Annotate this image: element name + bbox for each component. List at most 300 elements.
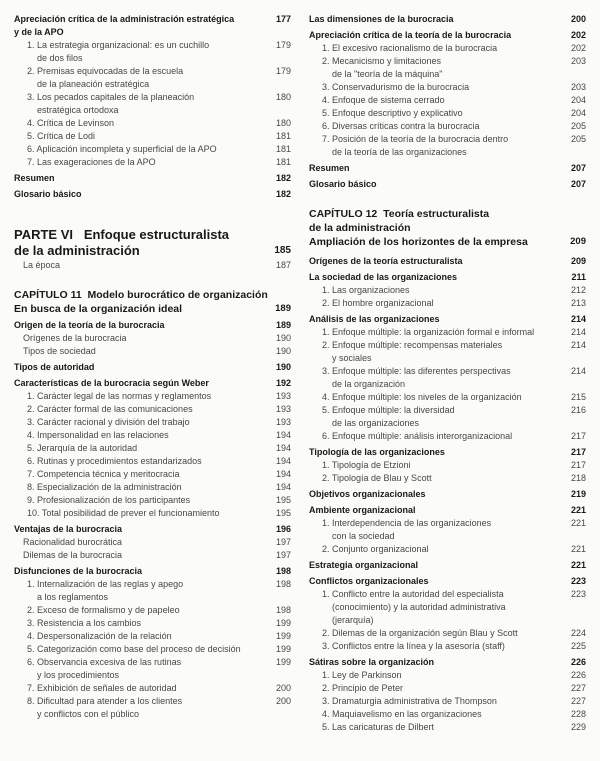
toc-entry-text [309, 29, 567, 42]
toc-page-number: 190 [275, 333, 291, 343]
toc-entry [309, 708, 586, 721]
toc-entry-text [309, 640, 567, 653]
toc-line: y los procedimientos [37, 670, 120, 680]
toc-page-number: 215 [570, 392, 586, 402]
toc-page-number: 187 [275, 260, 291, 270]
toc-line: 4. Impersonalidad en las relaciones [27, 430, 169, 440]
toc-entry-text [14, 549, 272, 562]
toc-page-number: 181 [275, 131, 291, 141]
toc-line: 2. Mecanicismo y limitaciones [322, 56, 442, 66]
toc-entry [309, 42, 586, 55]
toc-entry [14, 617, 291, 630]
toc-entry [309, 627, 586, 640]
toc-entry-text [14, 377, 272, 390]
toc-entry-text [14, 345, 272, 358]
toc-line: Glosario básico [14, 189, 82, 199]
toc-entry-text [14, 259, 272, 272]
toc-page-number: 192 [275, 378, 291, 388]
toc-page-number: 224 [570, 628, 586, 638]
toc-entry-text [309, 13, 567, 26]
toc-entry [14, 319, 291, 332]
toc-entry-text [14, 143, 272, 156]
toc-entry [14, 288, 291, 316]
toc-line: de la administración [14, 243, 140, 258]
toc-page-number: 189 [275, 320, 291, 330]
toc-line: 1. Conflicto entre la autoridad del especialista [322, 589, 504, 599]
toc-entry-text [14, 695, 272, 721]
toc-page-number: 209 [570, 256, 586, 266]
toc-entry-text [14, 288, 271, 316]
toc-entry-text [309, 133, 567, 159]
toc-page-number: 180 [275, 92, 291, 102]
toc-page-number: 194 [275, 482, 291, 492]
toc-page-number: 177 [275, 14, 291, 24]
toc-line: Estrategia organizacional [309, 560, 419, 570]
toc-entry [14, 403, 291, 416]
toc-page-number: 199 [275, 631, 291, 641]
toc-entry [14, 549, 291, 562]
toc-line: 3. Conservadurismo de la burocracia [322, 82, 470, 92]
toc-entry-text [14, 617, 272, 630]
toc-entry [14, 643, 291, 656]
toc-entry-text [14, 91, 272, 117]
toc-line: 3. Los pecados capitales de la planeación [27, 92, 195, 102]
toc-page-number: 195 [275, 508, 291, 518]
toc-entry-text [309, 472, 567, 485]
toc-entry-text [14, 332, 272, 345]
toc-page-number: 216 [570, 405, 586, 415]
toc-page-number: 227 [570, 696, 586, 706]
toc-line: PARTE VI Enfoque estructuralista [14, 227, 230, 242]
toc-entry [14, 390, 291, 403]
toc-line: La sociedad de las organizaciones [309, 272, 458, 282]
toc-entry [309, 430, 586, 443]
toc-page-number: 204 [570, 95, 586, 105]
toc-entry [309, 404, 586, 430]
toc-line: 3. Carácter racional y división del trabajo [27, 417, 190, 427]
toc-entry-text [309, 326, 567, 339]
toc-line: Racionalidad burocrática [23, 537, 123, 547]
toc-page-number: 203 [570, 82, 586, 92]
toc-entry [309, 559, 586, 572]
toc-entry-text [309, 459, 567, 472]
toc-entry [309, 13, 586, 26]
toc-line: 5. Jerarquía de la autoridad [27, 443, 138, 453]
toc-line: 1. La estrategia organizacional: es un cuchillo [27, 40, 210, 50]
toc-line: 6. Observancia excesiva de las rutinas [27, 657, 182, 667]
toc-page-number: 202 [570, 43, 586, 53]
toc-entry-text [309, 517, 567, 543]
toc-line: Tipos de sociedad [23, 346, 96, 356]
toc-entry-text [14, 494, 272, 507]
toc-page-number: 193 [275, 391, 291, 401]
toc-entry [309, 162, 586, 175]
toc-entry [14, 143, 291, 156]
toc-entry [309, 640, 586, 653]
toc-line: 4. Maquiavelismo en las organizaciones [322, 709, 482, 719]
toc-line: Las dimensiones de la burocracia [309, 14, 454, 24]
toc-entry [309, 29, 586, 42]
toc-line: 6. Rutinas y procedimientos estandarizados [27, 456, 202, 466]
toc-entry-text [14, 442, 272, 455]
toc-page-number: 209 [570, 236, 586, 247]
toc-line: 3. Conflictos entre la línea y la asesoría (staff) [322, 641, 505, 651]
toc-entry [14, 377, 291, 390]
toc-line: En busca de la organización ideal [14, 303, 183, 315]
toc-entry-text [14, 656, 272, 682]
toc-entry [309, 284, 586, 297]
toc-line: 8. Especialización de la administración [27, 482, 182, 492]
toc-line: Resumen [309, 163, 350, 173]
toc-line: Ampliación de los horizontes de la empresa [309, 236, 528, 248]
toc-entry-text [309, 559, 567, 572]
toc-entry [14, 13, 291, 39]
toc-line: de la administración [309, 222, 411, 234]
toc-page-number: 190 [275, 346, 291, 356]
toc-entry-text [309, 430, 567, 443]
toc-entry [14, 91, 291, 117]
toc-line: Glosario básico [309, 179, 377, 189]
toc-entry-text [14, 455, 272, 468]
toc-entry-text [14, 361, 272, 374]
toc-entry-text [309, 656, 567, 669]
toc-entry-text [309, 284, 567, 297]
toc-page-number: 223 [570, 576, 586, 586]
toc-page-number: 204 [570, 108, 586, 118]
toc-entry-text [309, 81, 567, 94]
toc-line: 9. Profesionalización de los participantes [27, 495, 191, 505]
toc-page-number: 195 [275, 495, 291, 505]
toc-column-left [14, 10, 291, 761]
toc-line: y conflictos con el público [37, 709, 140, 719]
toc-entry-text [14, 468, 272, 481]
toc-entry [14, 227, 291, 259]
toc-line: de dos filos [37, 53, 83, 63]
toc-entry [309, 178, 586, 191]
toc-page-number: 217 [570, 431, 586, 441]
toc-line: Características de la burocracia según Weber [14, 378, 209, 388]
toc-line: 8. Dificultad para atender a los clientes [27, 696, 183, 706]
toc-entry-text [14, 65, 272, 91]
toc-line: 4. Enfoque de sistema cerrado [322, 95, 445, 105]
toc-entry [14, 630, 291, 643]
toc-line: 5. Enfoque descriptivo y explicativo [322, 108, 463, 118]
toc-entry [14, 188, 291, 201]
toc-line: 10. Total posibilidad de prever el funcionamiento [27, 508, 220, 518]
toc-line: 4. Enfoque múltiple: los niveles de la organización [322, 392, 522, 402]
toc-entry [14, 682, 291, 695]
toc-entry-text [14, 188, 272, 201]
toc-entry-text [309, 404, 567, 430]
toc-entry [14, 259, 291, 272]
toc-page-number: 217 [570, 447, 586, 457]
toc-entry [309, 339, 586, 365]
toc-entry [14, 156, 291, 169]
toc-entry [14, 494, 291, 507]
toc-line: 5. Enfoque múltiple: la diversidad [322, 405, 455, 415]
toc-entry [309, 488, 586, 501]
toc-page-number: 214 [570, 366, 586, 376]
toc-page-number: 194 [275, 456, 291, 466]
toc-page-number: 182 [275, 173, 291, 183]
toc-line: 2. Enfoque múltiple: recompensas materiales [322, 340, 503, 350]
toc-page-number: 179 [275, 40, 291, 50]
toc-entry [309, 517, 586, 543]
toc-page-number: 194 [275, 443, 291, 453]
toc-page-number: 197 [275, 537, 291, 547]
toc-line: 7. Las exageraciones de la APO [27, 157, 156, 167]
toc-column-right [309, 10, 586, 761]
toc-line: 5. Las caricaturas de Dilbert [322, 722, 435, 732]
toc-page-number: 193 [275, 404, 291, 414]
toc-entry [309, 446, 586, 459]
toc-entry-text [14, 507, 272, 520]
toc-entry-text [14, 565, 272, 578]
toc-line: Conflictos organizacionales [309, 576, 429, 586]
toc-entry-text [309, 504, 567, 517]
toc-line: de la planeación estratégica [37, 79, 150, 89]
toc-line: Ventajas de la burocracia [14, 524, 123, 534]
toc-entry [14, 578, 291, 604]
toc-page-number: 198 [275, 566, 291, 576]
toc-line: 5. Categorización como base del proceso de decisión [27, 644, 241, 654]
toc-entry-text [309, 446, 567, 459]
toc-entry [14, 523, 291, 536]
toc-entry-text [309, 313, 567, 326]
toc-page-number: 198 [275, 579, 291, 589]
toc-entry-text [309, 94, 567, 107]
toc-entry [309, 504, 586, 517]
toc-entry [309, 656, 586, 669]
toc-line: 1. Internalización de las reglas y apego [27, 579, 184, 589]
toc-entry-text [14, 523, 272, 536]
toc-entry [309, 472, 586, 485]
toc-entry [14, 455, 291, 468]
toc-page-number: 198 [275, 605, 291, 615]
toc-line: 6. Diversas críticas contra la burocracia [322, 121, 480, 131]
toc-page-number: 199 [275, 657, 291, 667]
toc-page-number: 194 [275, 469, 291, 479]
toc-entry-text [14, 416, 272, 429]
toc-entry-text [309, 255, 567, 268]
toc-entry [309, 669, 586, 682]
toc-entry [309, 207, 586, 249]
toc-page-number: 185 [274, 245, 291, 256]
toc-entry [309, 81, 586, 94]
toc-entry-text [14, 536, 272, 549]
toc-entry [14, 442, 291, 455]
toc-line: de las organizaciones [332, 418, 420, 428]
toc-line: (jerarquía) [332, 615, 374, 625]
toc-line: Tipología de las organizaciones [309, 447, 445, 457]
toc-entry [309, 695, 586, 708]
toc-entry-text [14, 682, 272, 695]
toc-line: (conocimiento) y la autoridad administrativa [332, 602, 506, 612]
toc-page-number: 205 [570, 121, 586, 131]
toc-page-number: 202 [570, 30, 586, 40]
toc-page-number: 196 [275, 524, 291, 534]
toc-line: estratégica ortodoxa [37, 105, 119, 115]
toc-line: 1. Tipología de Etzioni [322, 460, 411, 470]
toc-line: 2. Tipología de Blau y Scott [322, 473, 432, 483]
toc-entry-text [14, 172, 272, 185]
toc-page-number: 181 [275, 157, 291, 167]
toc-entry [14, 117, 291, 130]
toc-entry-text [14, 227, 270, 259]
toc-entry-text [309, 207, 566, 249]
toc-entry [14, 65, 291, 91]
toc-line: 2. Principio de Peter [322, 683, 404, 693]
toc-line: 2. El hombre organizacional [322, 298, 434, 308]
toc-line: 1. Ley de Parkinson [322, 670, 402, 680]
toc-entry-text [14, 630, 272, 643]
toc-page-number: 194 [275, 430, 291, 440]
toc-line: con la sociedad [332, 531, 395, 541]
toc-page-number: 199 [275, 644, 291, 654]
toc-page-number: 219 [570, 489, 586, 499]
toc-entry [309, 575, 586, 588]
toc-entry-text [309, 391, 567, 404]
toc-page-number: 226 [570, 670, 586, 680]
toc-entry-text [309, 271, 567, 284]
toc-line: y sociales [332, 353, 372, 363]
toc-entry [309, 107, 586, 120]
toc-entry [309, 365, 586, 391]
toc-entry [309, 459, 586, 472]
toc-line: 7. Posición de la teoría de la burocracia dentro [322, 134, 509, 144]
toc-entry [14, 361, 291, 374]
toc-page-number: 203 [570, 56, 586, 66]
toc-entry [14, 416, 291, 429]
toc-line: 1. Carácter legal de las normas y reglamentos [27, 391, 212, 401]
toc-line: 2. Carácter formal de las comunicaciones [27, 404, 193, 414]
toc-page-number: 193 [275, 417, 291, 427]
toc-page-number: 229 [570, 722, 586, 732]
toc-page-number: 221 [570, 505, 586, 515]
toc-entry-text [14, 403, 272, 416]
toc-line: 4. Despersonalización de la relación [27, 631, 172, 641]
toc-line: 2. Dilemas de la organización según Blau y Scott [322, 628, 518, 638]
toc-entry-text [309, 42, 567, 55]
toc-entry-text [309, 55, 567, 81]
toc-line: a los reglamentos [37, 592, 109, 602]
toc-line: 2. Exceso de formalismo y de papeleo [27, 605, 180, 615]
toc-entry-text [309, 365, 567, 391]
toc-page-number: 218 [570, 473, 586, 483]
toc-entry-text [14, 578, 272, 604]
toc-entry-text [309, 721, 567, 734]
toc-entry-text [309, 627, 567, 640]
toc-line: 1. Enfoque múltiple: la organización formal e informal [322, 327, 535, 337]
toc-line: Origen de la teoría de la burocracia [14, 320, 165, 330]
toc-entry [14, 429, 291, 442]
toc-page-number: 181 [275, 144, 291, 154]
toc-line: Objetivos organizacionales [309, 489, 426, 499]
toc-entry-text [309, 120, 567, 133]
toc-line: Apreciación crítica de la teoría de la burocracia [309, 30, 512, 40]
toc-line: La época [23, 260, 61, 270]
toc-page-number: 189 [275, 303, 291, 314]
toc-entry [14, 656, 291, 682]
toc-line: 3. Resistencia a los cambios [27, 618, 142, 628]
toc-page-number: 212 [570, 285, 586, 295]
toc-entry-text [309, 107, 567, 120]
toc-entry-text [14, 39, 272, 65]
toc-entry-text [14, 117, 272, 130]
toc-page-number: 221 [570, 518, 586, 528]
toc-page-number: 227 [570, 683, 586, 693]
toc-page-number: 221 [570, 544, 586, 554]
toc-entry [14, 172, 291, 185]
toc-line: 6. Aplicación incompleta y superficial de la APO [27, 144, 217, 154]
toc-page-number: 200 [275, 683, 291, 693]
toc-entry [14, 345, 291, 358]
toc-entry-text [309, 588, 567, 627]
toc-line: Dilemas de la burocracia [23, 550, 123, 560]
toc-entry [309, 682, 586, 695]
toc-entry [309, 133, 586, 159]
toc-line: Resumen [14, 173, 55, 183]
toc-entry-text [309, 297, 567, 310]
toc-line: Orígenes de la burocracia [23, 333, 127, 343]
toc-entry [14, 536, 291, 549]
toc-entry [14, 468, 291, 481]
toc-entry [309, 391, 586, 404]
toc-entry-text [14, 429, 272, 442]
toc-entry [14, 565, 291, 578]
toc-entry-text [309, 488, 567, 501]
toc-entry-text [14, 643, 272, 656]
toc-entry-text [14, 390, 272, 403]
toc-page-number: 217 [570, 460, 586, 470]
toc-line: Análisis de las organizaciones [309, 314, 440, 324]
toc-line: y de la APO [14, 27, 64, 37]
toc-entry-text [309, 682, 567, 695]
toc-entry-text [14, 13, 272, 39]
toc-entry [14, 332, 291, 345]
toc-entry [309, 120, 586, 133]
toc-line: 3. Dramaturgia administrativa de Thompson [322, 696, 497, 706]
toc-entry-text [14, 319, 272, 332]
toc-page-number: 207 [570, 163, 586, 173]
toc-entry [14, 481, 291, 494]
toc-entry [309, 543, 586, 556]
toc-entry-text [14, 481, 272, 494]
toc-page-number: 221 [570, 560, 586, 570]
toc-entry-text [309, 695, 567, 708]
toc-line: Tipos de autoridad [14, 362, 95, 372]
toc-line: 6. Enfoque múltiple: análisis interorganizacional [322, 431, 513, 441]
toc-line: de la "teoría de la máquina" [332, 69, 443, 79]
toc-page-number: 213 [570, 298, 586, 308]
toc-page-number: 182 [275, 189, 291, 199]
toc-line: 5. Crítica de Lodi [27, 131, 96, 141]
toc-entry [309, 55, 586, 81]
toc-line: Apreciación crítica de la administración estratégica [14, 14, 235, 24]
toc-page-number: 225 [570, 641, 586, 651]
toc-entry-text [309, 575, 567, 588]
toc-line: 3. Enfoque múltiple: las diferentes perspectivas [322, 366, 511, 376]
toc-line: Sátiras sobre la organización [309, 657, 435, 667]
toc-entry-text [14, 130, 272, 143]
toc-entry-text [14, 156, 272, 169]
toc-entry [309, 94, 586, 107]
toc-line: CAPÍTULO 11 Modelo burocrático de organización [14, 289, 268, 301]
toc-entry [309, 255, 586, 268]
toc-entry [14, 39, 291, 65]
toc-page-number: 199 [275, 618, 291, 628]
toc-line: 1. Interdependencia de las organizaciones [322, 518, 492, 528]
